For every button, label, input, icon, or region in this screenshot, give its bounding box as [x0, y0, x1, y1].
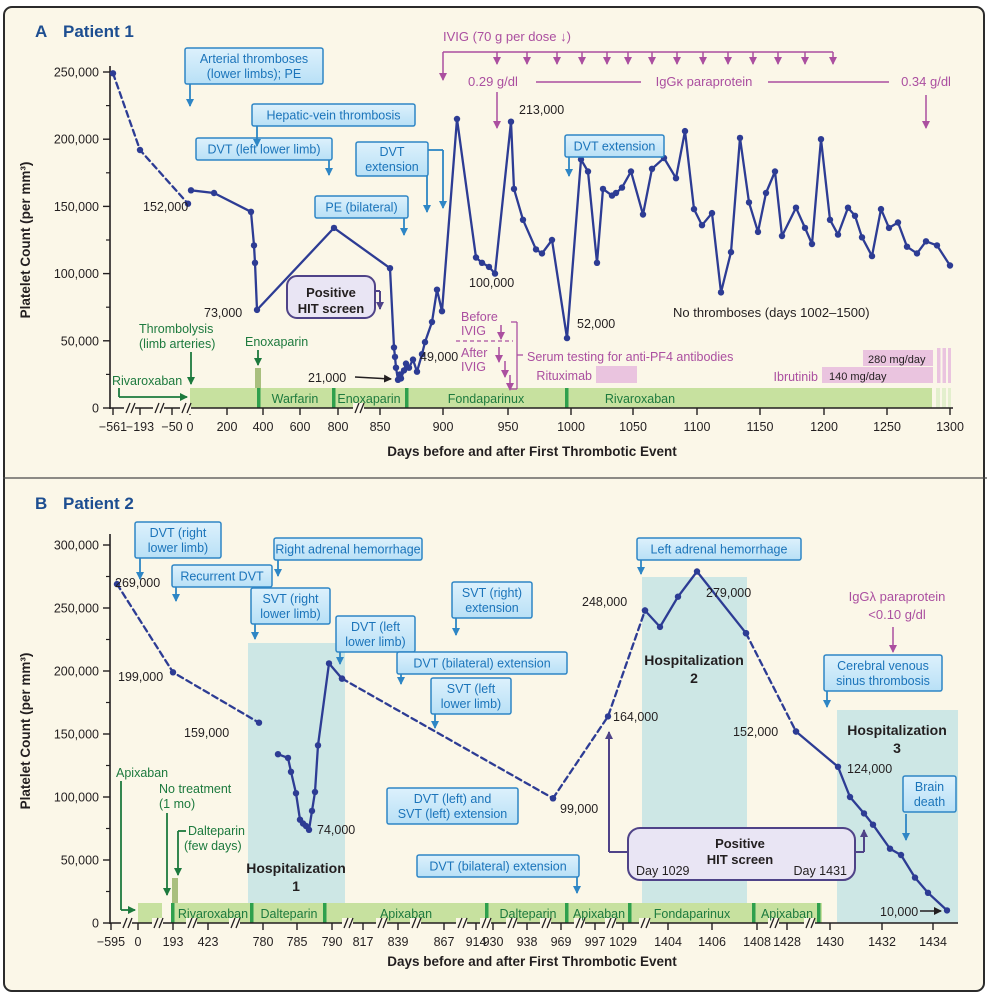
bar-divider — [323, 903, 327, 923]
data-point — [600, 186, 606, 192]
data-point — [422, 339, 428, 345]
data-point — [486, 264, 492, 270]
data-point — [550, 795, 556, 801]
data-point — [642, 607, 648, 613]
data-point — [392, 354, 398, 360]
enoxaparin-label: Enoxaparin — [245, 335, 309, 349]
value-label: 21,000 — [308, 371, 347, 385]
data-point — [339, 675, 345, 681]
bar-fade-stripe — [936, 388, 940, 408]
x-tick-label: 938 — [516, 935, 538, 949]
data-point — [852, 213, 858, 219]
dashed-3-line — [553, 611, 645, 799]
paraprotein-value-1: 0.29 g/dl — [468, 74, 518, 89]
x-tick-label: 0 — [134, 935, 142, 949]
x-tick-label: −193 — [125, 420, 155, 434]
dalteparin-brief-marker — [172, 878, 178, 903]
data-point — [549, 237, 555, 243]
event-dvt-bilateral-extension-1-text: DVT (bilateral) extension — [413, 656, 551, 671]
data-point — [479, 260, 485, 266]
data-point — [878, 206, 884, 212]
bar-fade-stripe — [942, 388, 946, 408]
hit-screen-text: Positive — [306, 285, 356, 300]
data-point — [564, 335, 570, 341]
pink-fade-stripe — [937, 348, 941, 383]
x-tick-label: 785 — [286, 935, 308, 949]
data-point — [793, 205, 799, 211]
ibrutinib-label: Ibrutinib — [773, 370, 818, 384]
data-point — [870, 822, 876, 828]
y-tick-label: 50,000 — [60, 334, 99, 349]
before-ivig-label: Before — [461, 310, 498, 324]
dalteparin-brief-label-2: (few days) — [184, 839, 242, 853]
data-point — [923, 238, 929, 244]
x-tick-label: 1406 — [698, 935, 726, 949]
dashed-4-line — [746, 633, 796, 731]
event-svt-right-lower-limb-text: lower limb) — [260, 607, 321, 621]
data-point — [859, 234, 865, 240]
data-point — [613, 190, 619, 196]
data-point — [934, 242, 940, 248]
data-point — [743, 630, 749, 636]
x-tick-label: 200 — [216, 420, 238, 434]
bar-segment-enoxaparin: Enoxaparin — [337, 392, 401, 406]
x-tick-label: 914 — [465, 935, 487, 949]
data-point — [454, 116, 460, 122]
data-point — [895, 219, 901, 225]
event-dvt-left-lower-limb-text: DVT (left lower limb) — [207, 142, 321, 157]
data-point — [288, 769, 294, 775]
y-tick-label: 200,000 — [53, 132, 99, 147]
x-tick-label: 1250 — [873, 420, 901, 434]
before-ivig-label-2: IVIG — [461, 324, 487, 338]
event-dvt-right-lower-limb-text: lower limb) — [147, 541, 209, 555]
y-axis-title: Platelet Count (per mm³) — [18, 652, 33, 810]
rivaroxaban-label: Rivaroxaban — [112, 374, 183, 388]
data-point — [755, 229, 761, 235]
bar-divider — [565, 903, 569, 923]
data-point — [619, 184, 625, 190]
x-tick-label: 867 — [433, 935, 455, 949]
data-point — [594, 260, 600, 266]
event-dvt-right-lower-limb-text: DVT (right — [149, 526, 207, 540]
enoxaparin-brief-marker — [255, 368, 261, 388]
event-dvt-extension-2-text: DVT extension — [573, 139, 656, 154]
platelets-pretreatment-dashed-line — [113, 73, 188, 203]
after-ivig-label: After — [461, 346, 488, 360]
bar-divider — [250, 903, 254, 923]
x-tick-label: 1432 — [868, 935, 896, 949]
data-point — [251, 242, 257, 248]
bar-segment-dalteparin-1: Dalteparin — [260, 907, 318, 921]
data-point — [793, 728, 799, 734]
ibrutinib-dose-280: 280 mg/day — [868, 354, 926, 366]
hit-day-1431: Day 1431 — [793, 864, 847, 878]
data-point — [640, 211, 646, 217]
data-point — [473, 254, 479, 260]
hit-day-1029: Day 1029 — [636, 864, 690, 878]
pink-fade-stripe — [948, 348, 951, 383]
event-right-adrenal-hemorrhage-text: Right adrenal hemorrhage — [275, 542, 421, 557]
event-svt-right-extension-text: SVT (right) — [461, 586, 523, 600]
hit-screen-text-2: HIT screen — [706, 852, 774, 867]
no-thromboses-note: No thromboses (days 1002–1500) — [673, 305, 870, 320]
event-dvt-left-lower-limb-text: lower limb) — [345, 635, 406, 649]
x-axis-title: Days before and after First Thrombotic Event — [387, 954, 677, 969]
x-tick-label: 1150 — [746, 420, 774, 434]
data-point — [387, 265, 393, 271]
data-point — [285, 755, 291, 761]
data-point — [861, 810, 867, 816]
data-point — [439, 308, 445, 314]
x-tick-label: 930 — [482, 935, 504, 949]
data-point — [520, 217, 526, 223]
y-tick-label: 0 — [92, 916, 99, 931]
hospitalization-1-number: 1 — [292, 878, 300, 894]
value-label: 10,000 — [880, 905, 919, 919]
data-point — [293, 790, 299, 796]
data-point — [827, 217, 833, 223]
event-dvt-left-lower-limb-text: DVT (left — [350, 620, 401, 634]
event-cerebral-venous-sinus-thrombosis-text: sinus thrombosis — [836, 674, 930, 688]
data-point — [539, 250, 545, 256]
bar-divider — [565, 388, 569, 408]
data-point — [429, 319, 435, 325]
data-point — [709, 210, 715, 216]
value-label: 269,000 — [115, 576, 161, 590]
rituximab-label: Rituximab — [536, 369, 592, 383]
x-tick-label: 423 — [197, 935, 219, 949]
event-dvt-extension-1-text: DVT — [379, 145, 405, 159]
hospitalization-3-label: Hospitalization — [847, 722, 947, 738]
x-tick-label: −595 — [96, 935, 126, 949]
value-label: 213,000 — [519, 103, 565, 117]
data-point — [248, 209, 254, 215]
bar-segment-rivaroxaban: Rivaroxaban — [177, 907, 249, 921]
ibrutinib-dose-140: 140 mg/day — [829, 371, 887, 383]
bar-segment-fondaparinux: Fondaparinux — [653, 907, 731, 921]
event-arterial-thromboses-text: Arterial thromboses — [199, 52, 309, 66]
data-point — [256, 720, 262, 726]
event-dvt-bilateral-extension-2-text: DVT (bilateral) extension — [429, 859, 567, 874]
value-label: 199,000 — [118, 670, 164, 684]
value-label: 159,000 — [184, 726, 230, 740]
value-label: 49,000 — [420, 350, 459, 364]
data-point — [434, 287, 440, 293]
data-point — [508, 119, 514, 125]
bar-divider — [332, 388, 336, 408]
x-tick-label: −561 — [98, 420, 128, 434]
data-point — [779, 233, 785, 239]
value-label: 152,000 — [733, 725, 779, 739]
iggk-paraprotein-label: IgGκ paraprotein — [655, 74, 753, 89]
x-tick-label: 600 — [289, 420, 311, 434]
data-point — [763, 190, 769, 196]
x-tick-label: 997 — [584, 935, 606, 949]
data-point — [809, 241, 815, 247]
event-hepatic-vein-thrombosis-text: Hepatic-vein thrombosis — [266, 108, 401, 123]
data-point — [694, 568, 700, 574]
event-svt-left-lower-limb-text: lower limb) — [440, 697, 502, 711]
data-point — [802, 225, 808, 231]
data-point — [414, 369, 420, 375]
value-label: 100,000 — [469, 276, 515, 290]
after-ivig-label-2: IVIG — [461, 360, 487, 374]
x-tick-label: 1434 — [919, 935, 947, 949]
data-point — [682, 128, 688, 134]
x-tick-label: 1404 — [654, 935, 682, 949]
y-tick-label: 150,000 — [53, 727, 99, 742]
thrombolysis-label-2: (limb arteries) — [139, 337, 216, 351]
x-tick-label: 1000 — [557, 420, 585, 434]
data-point — [393, 365, 399, 371]
event-svt-right-extension-text: extension — [465, 601, 519, 615]
iggl-paraprotein-value: <0.10 g/dl — [868, 607, 926, 622]
y-tick-label: 0 — [92, 401, 99, 416]
value-label: 164,000 — [613, 710, 659, 724]
iggl-paraprotein-label: IgGλ paraprotein — [848, 589, 946, 604]
data-point — [886, 225, 892, 231]
y-tick-label: 250,000 — [53, 601, 99, 616]
data-point — [673, 175, 679, 181]
hit-screen-text: Positive — [715, 836, 765, 851]
bar-divider — [171, 903, 175, 923]
data-point — [649, 166, 655, 172]
bar-divider — [257, 388, 261, 408]
event-cerebral-venous-sinus-thrombosis-text: Cerebral venous — [837, 659, 929, 673]
bar-divider — [752, 903, 756, 923]
paraprotein-value-2: 0.34 g/dl — [901, 74, 951, 89]
serum-testing-label: Serum testing for anti-PF4 antibodies — [527, 350, 734, 364]
data-point — [391, 344, 397, 350]
y-tick-label: 50,000 — [60, 853, 99, 868]
value-label: 73,000 — [204, 306, 243, 320]
x-tick-label: 1408 — [743, 935, 771, 949]
data-point — [315, 742, 321, 748]
x-tick-label: 800 — [327, 420, 349, 434]
data-point — [718, 289, 724, 295]
rituximab-bar — [596, 366, 637, 383]
data-point — [737, 135, 743, 141]
value-label: 279,000 — [706, 586, 752, 600]
data-point — [869, 253, 875, 259]
x-tick-label: 969 — [550, 935, 572, 949]
data-point — [657, 624, 663, 630]
data-point — [675, 594, 681, 600]
event-svt-left-lower-limb-text: SVT (left — [446, 682, 496, 696]
x-tick-label: 780 — [252, 935, 274, 949]
event-arterial-thromboses-text: (lower limbs); PE — [206, 67, 302, 81]
data-point — [252, 260, 258, 266]
y-tick-label: 300,000 — [53, 538, 99, 553]
x-tick-label: 400 — [252, 420, 274, 434]
data-point — [188, 187, 194, 193]
data-point — [845, 205, 851, 211]
data-point — [835, 231, 841, 237]
bar-segment-apixaban-1: Apixaban — [379, 907, 433, 921]
hospitalization-2-number: 2 — [690, 670, 698, 686]
apixaban-label: Apixaban — [116, 766, 169, 780]
value-label: 52,000 — [577, 317, 616, 331]
data-point — [914, 250, 920, 256]
panel-a-label: A — [35, 22, 48, 41]
data-point — [605, 713, 611, 719]
bar-divider — [628, 903, 632, 923]
event-dvt-svt-left-extension-text: DVT (left) and — [413, 792, 492, 806]
data-point — [772, 168, 778, 174]
bar-segment-warfarin: Warfarin — [271, 392, 319, 406]
event-left-adrenal-hemorrhage-text: Left adrenal hemorrhage — [650, 542, 788, 557]
y-axis-title: Platelet Count (per mm³) — [18, 161, 33, 319]
y-tick-label: 200,000 — [53, 664, 99, 679]
event-dvt-svt-left-extension-text: SVT (left) extension — [397, 807, 508, 821]
dalteparin-brief-label: Dalteparin — [188, 824, 245, 838]
data-point — [912, 874, 918, 880]
data-point — [511, 186, 517, 192]
data-point — [309, 808, 315, 814]
data-point — [170, 669, 176, 675]
no-treatment-label-2: (1 mo) — [159, 797, 196, 811]
event-brain-death-text: death — [913, 795, 946, 809]
bar-segment-apixaban-3: Apixaban — [760, 907, 814, 921]
data-point — [275, 751, 281, 757]
data-point — [254, 307, 260, 313]
x-tick-label: 900 — [432, 420, 454, 434]
x-tick-label: 1200 — [810, 420, 838, 434]
value-label: 248,000 — [582, 595, 628, 609]
hospitalization-3-number: 3 — [893, 740, 901, 756]
x-tick-label: 1300 — [936, 420, 964, 434]
y-tick-label: 100,000 — [53, 267, 99, 282]
no-treatment-label: No treatment — [159, 782, 232, 796]
data-point — [137, 147, 143, 153]
x-tick-label: 1428 — [773, 935, 801, 949]
x-tick-label: 850 — [369, 420, 391, 434]
data-point — [898, 852, 904, 858]
data-point — [533, 246, 539, 252]
bar-segment-apixaban-2: Apixaban — [572, 907, 626, 921]
data-point — [947, 262, 953, 268]
data-point — [847, 794, 853, 800]
value-label: 99,000 — [560, 802, 599, 816]
data-point — [944, 907, 950, 913]
bar-segment-dalteparin-2: Dalteparin — [499, 907, 557, 921]
bar-segment-fondaparinux: Fondaparinux — [447, 392, 525, 406]
bar-divider — [405, 388, 409, 408]
x-tick-label: 790 — [321, 935, 343, 949]
pointer-arrow — [355, 377, 391, 379]
x-tick-label: 817 — [352, 935, 374, 949]
value-label: 152,000 — [143, 200, 189, 214]
data-point — [331, 225, 337, 231]
x-tick-label: 950 — [497, 420, 519, 434]
data-point — [410, 356, 416, 362]
data-point — [110, 70, 116, 76]
x-tick-label: 0 — [186, 420, 194, 434]
x-tick-label: 1100 — [683, 420, 711, 434]
data-point — [406, 365, 412, 371]
pink-fade-stripe — [943, 348, 947, 383]
data-point — [835, 764, 841, 770]
value-label: 74,000 — [317, 823, 356, 837]
data-point — [628, 168, 634, 174]
data-point — [699, 222, 705, 228]
no-treatment-gap — [162, 903, 172, 923]
hospitalization-1-label: Hospitalization — [246, 860, 346, 876]
x-tick-label: −50 — [161, 420, 183, 434]
data-point — [925, 890, 931, 896]
bar-fade-stripe — [948, 388, 951, 408]
y-tick-label: 100,000 — [53, 790, 99, 805]
data-point — [326, 660, 332, 666]
x-tick-label: 839 — [387, 935, 409, 949]
x-tick-label: 1430 — [816, 935, 844, 949]
data-point — [585, 168, 591, 174]
x-tick-label: 1050 — [619, 420, 647, 434]
data-point — [312, 789, 318, 795]
x-tick-label: 1029 — [609, 935, 637, 949]
bar-divider — [817, 903, 821, 923]
y-tick-label: 250,000 — [53, 65, 99, 80]
thrombolysis-label: Thrombolysis — [139, 322, 214, 336]
data-point — [887, 846, 893, 852]
data-point — [904, 244, 910, 250]
event-svt-right-lower-limb-text: SVT (right — [262, 592, 319, 606]
data-point — [746, 199, 752, 205]
data-point — [691, 206, 697, 212]
data-point — [728, 249, 734, 255]
event-dvt-extension-1-text: extension — [365, 160, 419, 174]
hit-screen-text-2: HIT screen — [297, 301, 365, 316]
bar-segment-rivaroxaban: Rivaroxaban — [604, 392, 676, 406]
data-point — [398, 375, 404, 381]
hospitalization-2-label: Hospitalization — [644, 652, 744, 668]
event-pe-bilateral-text: PE (bilateral) — [325, 200, 398, 215]
y-tick-label: 150,000 — [53, 199, 99, 214]
value-label: 124,000 — [847, 762, 893, 776]
data-point — [211, 190, 217, 196]
data-point — [306, 827, 312, 833]
panel-b-label: B — [35, 494, 48, 513]
dashed-1-line — [117, 584, 259, 723]
event-recurrent-dvt-text: Recurrent DVT — [180, 569, 264, 584]
panel-b-title: Patient 2 — [63, 494, 134, 513]
event-brain-death-text: Brain — [914, 780, 945, 794]
data-point — [818, 136, 824, 142]
ivig-label: IVIG (70 g per dose ↓) — [443, 29, 571, 44]
x-axis-title: Days before and after First Thrombotic Event — [387, 444, 677, 459]
x-tick-label: 193 — [162, 935, 184, 949]
panel-a-title: Patient 1 — [63, 22, 134, 41]
